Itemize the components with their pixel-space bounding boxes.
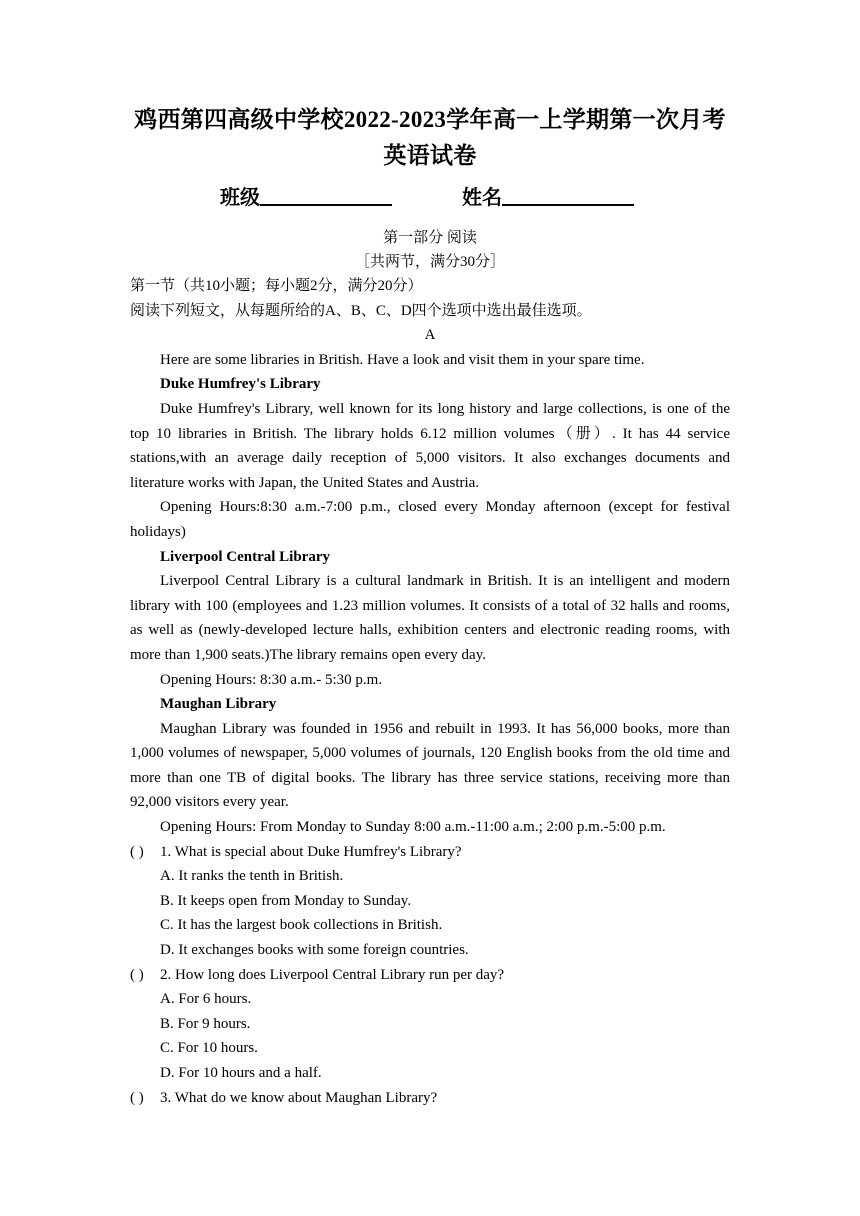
answer-option: D. For 10 hours and a half. (160, 1065, 322, 1081)
name-blank[interactable] (502, 184, 634, 206)
question-text: 1. What is special about Duke Humfrey's Library? (160, 843, 462, 860)
exam-title: 鸡西第四高级中学校2022-2023学年高一上学期第一次月考 (134, 107, 726, 132)
answer-option: A. It ranks the tenth in British. (160, 868, 344, 885)
class-field[interactable] (220, 184, 392, 212)
exam-subject: 英语试卷 (383, 143, 477, 168)
part-subtitle: ［共两节，满分30分］ (354, 254, 505, 270)
instruction: 阅读下列短文，从每题所给的A、B、C、D四个选项中选出最佳选项。 (130, 302, 592, 319)
library-name: Duke Humfrey's Library (160, 376, 321, 393)
answer-option: B. For 9 hours. (160, 1015, 251, 1032)
answer-blank[interactable]: ( ) (130, 843, 144, 860)
library-hours: Opening Hours: From Monday to Sunday 8:00 a.m.-11:00 a.m.; 2:00 p.m.-5:00 p.m. (160, 819, 666, 836)
part-title: 第一部分 阅读 (383, 230, 477, 246)
library-hours: Opening Hours: 8:30 a.m.- 5:30 p.m. (160, 671, 383, 688)
question (130, 1086, 730, 1111)
passage-letter: A (424, 327, 436, 344)
class-blank[interactable] (260, 184, 392, 206)
library-name: Liverpool Central Library (160, 548, 330, 565)
answer-option: A. For 6 hours. (160, 991, 252, 1008)
name-field[interactable] (462, 184, 634, 212)
library-name: Maughan Library (160, 696, 277, 713)
question (130, 840, 730, 865)
passage-intro: Here are some libraries in British. Have a look and visit them in your spare time. (160, 351, 645, 368)
answer-blank[interactable]: ( ) (130, 966, 144, 983)
answer-option: C. For 10 hours. (160, 1040, 258, 1057)
library-description: Maughan Library was founded in 1956 and rebuilt in 1993. It has 56,000 books, more than 1,000 volumes of newspaper, 5,000 volumes of journals, 120 English books from the old time and more than one TB of digital books. The library has three service stations, receiving more than 92,000 visitors every year. (130, 720, 730, 811)
answer-option: B. It keeps open from Monday to Sunday. (160, 892, 412, 909)
student-info-row (220, 184, 650, 212)
answer-option: D. It exchanges books with some foreign countries. (160, 942, 469, 959)
answer-blank[interactable]: ( ) (130, 1089, 144, 1106)
library-hours: Opening Hours:8:30 a.m.-7:00 p.m., closed every Monday afternoon (except for festival holidays) (130, 499, 730, 540)
class-label: 班级 (220, 187, 260, 209)
reading-body (130, 274, 730, 1110)
name-label: 姓名 (462, 187, 502, 209)
section-info: 第一节（共10小题；每小题2分，满分20分） (130, 278, 423, 294)
answer-option: C. It has the largest book collections in British. (160, 917, 443, 934)
library-description: Liverpool Central Library is a cultural landmark in British. It is an intelligent and modern library with 100 (employees and 1.23 million volumes. It consists of a total of 32 halls and rooms, as well as (newly-developed lecture halls, exhibition centers and electronic reading rooms, with more than 1,900 seats.)The library remains open every day. (130, 573, 730, 663)
question-text: 3. What do we know about Maughan Library? (160, 1089, 438, 1106)
question-text: 2. How long does Liverpool Central Library run per day? (160, 966, 505, 983)
library-description: Duke Humfrey's Library, well known for its long history and large collections, is one of the top 10 libraries in British. The library holds 6.12 million volumes（册）. It has 44 service stations,with an average daily reception of 5,000 visitors. It also exchanges documents and literature works with Japan, the United States and Austria. (130, 400, 730, 491)
question (130, 963, 730, 988)
